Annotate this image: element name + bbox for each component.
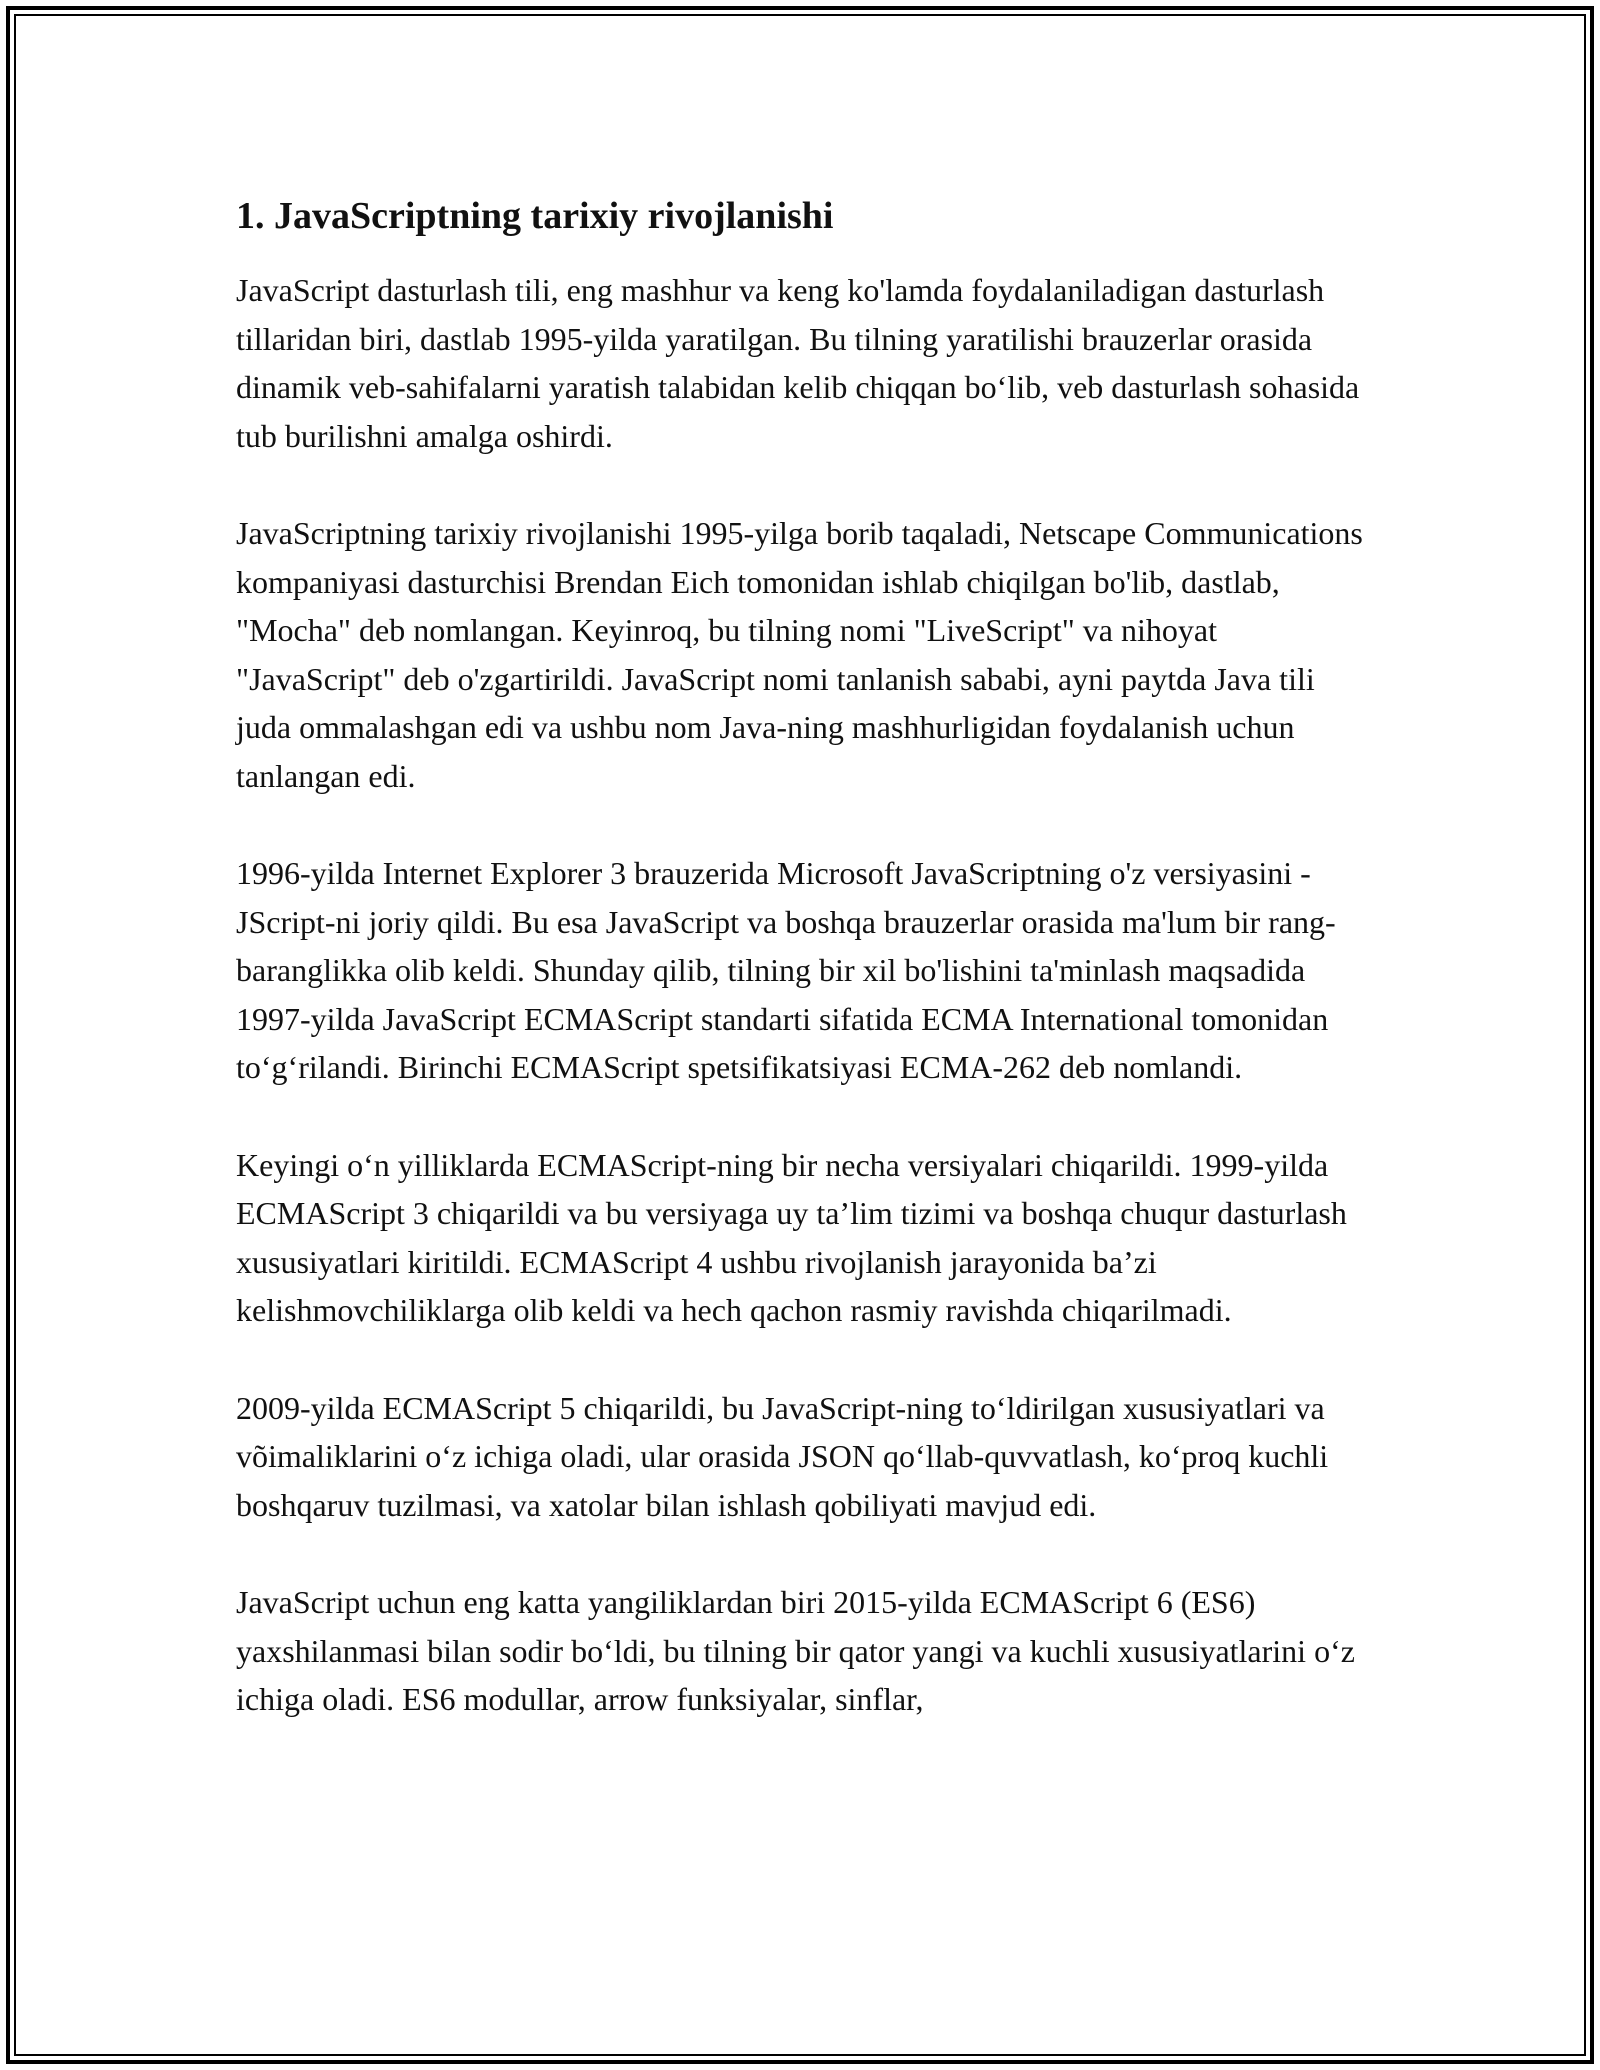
paragraph-1: JavaScript dasturlash tili, eng mashhur va keng ko'lamda foydalaniladigan dasturlash tillaridan biri, dastlab 1995-yilda yaratilgan. Bu tilning yaratilishi brauzerlar orasida dinamik veb-sahifalarni yaratish talabidan kelib chiqqan boʻlib, veb dasturlash sohasida tub burilishni amalga oshirdi. [236,272,1360,454]
paragraph-2: JavaScriptning tarixiy rivojlanishi 1995-yilga borib taqaladi, Netscape Communications kompaniyasi dasturchisi Brendan Eich tomonidan ishlab chiqilgan bo'lib, dastlab, "Mocha" deb nomlangan. Keyinroq, bu tilning nomi "LiveScript" va nihoyat "JavaScript" deb o'zgartirildi. JavaScript nomi tanlanish sababi, ayni paytda Java tili juda ommalashgan edi va ushbu nom Java-ning mashhurligidan foydalanish uchun tanlangan edi. [236,515,1363,794]
paragraph-6: JavaScript uchun eng katta yangiliklardan biri 2015-yilda ECMAScript 6 (ES6) yaxshilanmasi bilan sodir boʻldi, bu tilning bir qator yangi va kuchli xususiyatlarini oʻz ichiga oladi. ES6 modullar, arrow funksiyalar, sinflar, [236,1584,1355,1717]
document-body [236,186,1372,1773]
paragraph-5: 2009-yilda ECMAScript 5 chiqarildi, bu JavaScript-ning toʻldirilgan xususiyatlari va võimaliklarini oʻz ichiga oladi, ular orasida JSON qoʻllab-quvvatlash, koʻproq kuchli boshqaruv tuzilmasi, va xatolar bilan ishlash qobiliyati mavjud edi. [236,1389,1329,1523]
section-heading: 1. JavaScriptning tarixiy rivojlanishi [236,195,834,237]
paragraph-4: Keyingi oʻn yilliklarda ECMAScript-ning bir necha versiyalari chiqarildi. 1999-yilda ECMAScript 3 chiqarildi va bu versiyaga uy ta’lim tizimi va boshqa chuqur dasturlash xususiyatlari kiritildi. ECMAScript 4 ushbu rivojlanish jarayonida ba’zi kelishmovchiliklarga olib keldi va hech qachon rasmiy ravishda chiqarilmadi. [236,1146,1347,1328]
paragraph-3: 1996-yilda Internet Explorer 3 brauzerida Microsoft JavaScriptning o'z versiyasini - JScript-ni joriy qildi. Bu esa JavaScript va boshqa brauzerlar orasida ma'lum bir rang-baranglikka olib keldi. Shunday qilib, tilning bir xil bo'lishini ta'minlash maqsadida 1997-yilda JavaScript ECMAScript standarti sifatida ECMA International tomonidan toʻgʻrilandi. Birinchi ECMAScript spetsifikatsiyasi ECMA-262 deb nomlandi. [236,855,1336,1085]
